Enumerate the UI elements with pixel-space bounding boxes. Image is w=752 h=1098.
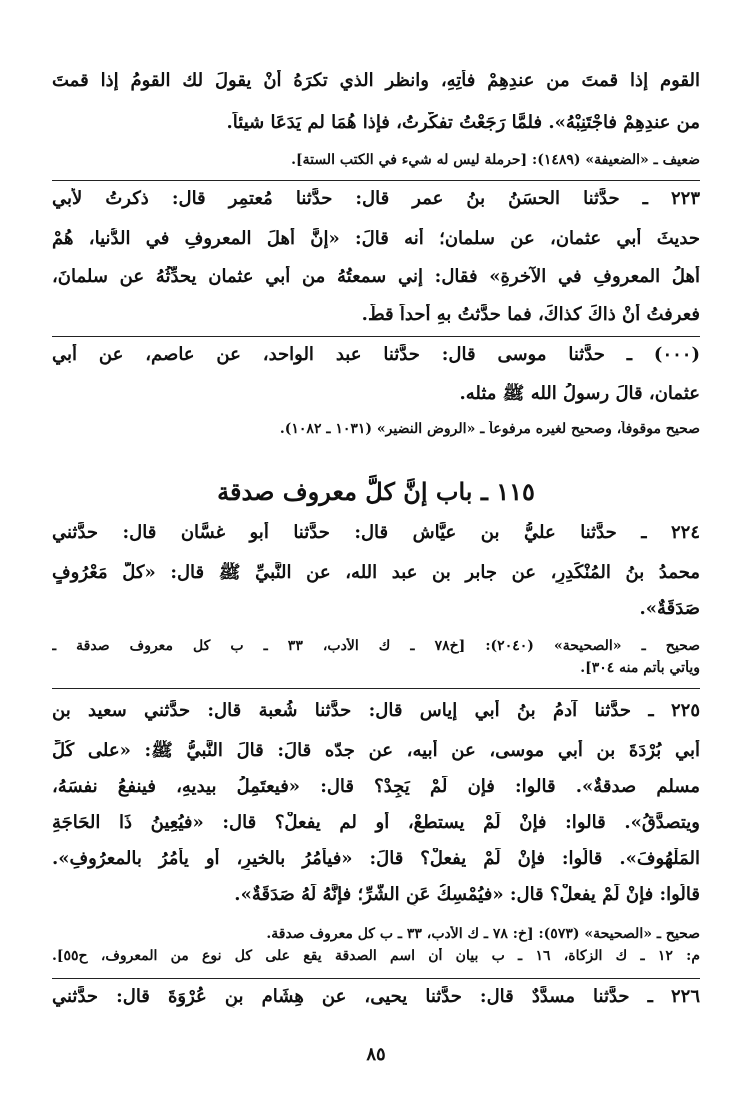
footnote-line: صحيح ـ «الصحيحة» (٥٧٣): [خ: ٧٨ ـ ك الأدب، ٣٣ ـ ب كل معروف صدقة. [266, 926, 700, 942]
separator-rule [52, 336, 700, 337]
text-line: أهلُ المعروفِ في الآخرةِ» فقال: إني سمعتُهُ من أبي عثمان يحدِّثُهُ عن سلمانَ، [52, 266, 700, 287]
separator-rule [52, 978, 700, 979]
text-line: صَدَقَةٌ». [639, 598, 700, 619]
text-line: (٠٠٠) ـ حدَّثنا موسى قال: حدَّثنا عبد الواحد، عن عاصم، عن أبي [52, 344, 700, 365]
text-line: مسلم صدقةٌ». قالوا: فإن لَمْ يَجِدْ؟ قال: «فيعتَمِلُ بيديهِ، فينفعُ نفسَهُ، [52, 776, 700, 797]
text-line: من عندِهِمْ فاجْتَنِبْهُ». فلمَّا رَجَعْتُ تفكّرتُ، فإذا هُمَا لم يَدَعَا شيئاً. [226, 112, 700, 133]
text-line: القوم إذا قمتَ من عندِهِمْ فأتِهِ، وانظر الذي تكرَهُ أنْ يقولَ لك القومُ إذا قمتَ [52, 70, 700, 91]
footnote-line: ويأتي بأتم منه ٣٠٤]. [580, 660, 700, 676]
text-line: ٢٢٤ ـ حدَّثنا عليُّ بن عيَّاش قال: حدَّثنا أبو غسَّان قال: حدَّثني [52, 522, 700, 543]
separator-rule [52, 180, 700, 181]
page-number: ٨٥ [366, 1044, 386, 1065]
text-line: ويتصدَّقُ». قالوا: فإنْ لَمْ يستطعْ، أو لم يفعلْ؟ قال: «فيُعِينُ ذَا الحَاجَةِ [52, 812, 700, 833]
text-line: أبي بُرْدَةَ بن أبي موسى، عن أبيه، عن جدّه قالَ: قالَ النَّبيُّ ﷺ: «على كُلِّ [52, 740, 700, 761]
footnote-line: ضعيف ـ «الضعيفة» (١٤٨٩): [حرملة ليس له شيء في الكتب الستة]. [291, 152, 700, 168]
text-line: محمدُ بنُ المُنْكَدِرِ، عن جابر بن عبد الله، عن النَّبيِّ ﷺ قال: «كلُّ مَعْرُوفٍ [52, 562, 700, 583]
footnote-line: صحيح ـ «الصحيحة» (٢٠٤٠): [خ٧٨ ـ ك الأدب، ٣٣ ـ ب كل معروف صدقة ـ [52, 638, 700, 654]
text-line: فعرفتُ أنْ ذاكَ كذاكَ، فما حدَّثتُ بهِ أحداً قطُّ. [361, 304, 700, 325]
footnote-line: م: ١٢ ـ ك الزكاة، ١٦ ـ ب بيان أن اسم الصدقة يقع على كل نوع من المعروف، ح٥٥]. [52, 948, 700, 964]
text-line: ٢٢٥ ـ حدَّثنا آدمُ بنُ أبي إياس قال: حدَّثنا شُعبة قال: حدَّثني سعيد بن [52, 700, 700, 721]
text-line: ٢٢٣ ـ حدَّثنا الحسَنُ بنُ عمر قال: حدَّثنا مُعتمِر قال: ذكرتُ لأبي [52, 188, 700, 209]
text-line: حديثَ أبي عثمان، عن سلمان؛ أنه قالَ: «إنَّ أهلَ المعروفِ في الدُّنيا، هُمْ [52, 228, 700, 249]
text-line: المَلْهُوفَ». قالُوا: فإنْ لَمْ يفعلْ؟ قالَ: «فيأمُرُ بالخيرِ، أو يأمُرُ بالمعرُوفِ». [52, 848, 700, 869]
text-line: قالُوا: فإنْ لَمْ يفعلْ؟ قال: «فيُمْسِكُ عَنِ الشَّرِّ؛ فإنَّهُ لَهُ صَدَقَةٌ». [234, 884, 700, 905]
separator-rule [52, 688, 700, 689]
footnote-line: صحيح موقوفاً، وصحيح لغيره مرفوعاً ـ «الروض النضير» (١٠٣١ ـ ١٠٨٢). [279, 421, 700, 437]
chapter-heading: ١١٥ ـ باب إنَّ كلَّ معروف صدقة [217, 477, 535, 506]
text-line: عثمان، قالَ رسولُ الله ﷺ مثله. [459, 383, 700, 404]
text-line: ٢٢٦ ـ حدَّثنا مسدَّدٌ قال: حدَّثنا يحيى، عن هِشَام بنِ عُرْوَةَ قال: حدَّثني [52, 986, 700, 1007]
